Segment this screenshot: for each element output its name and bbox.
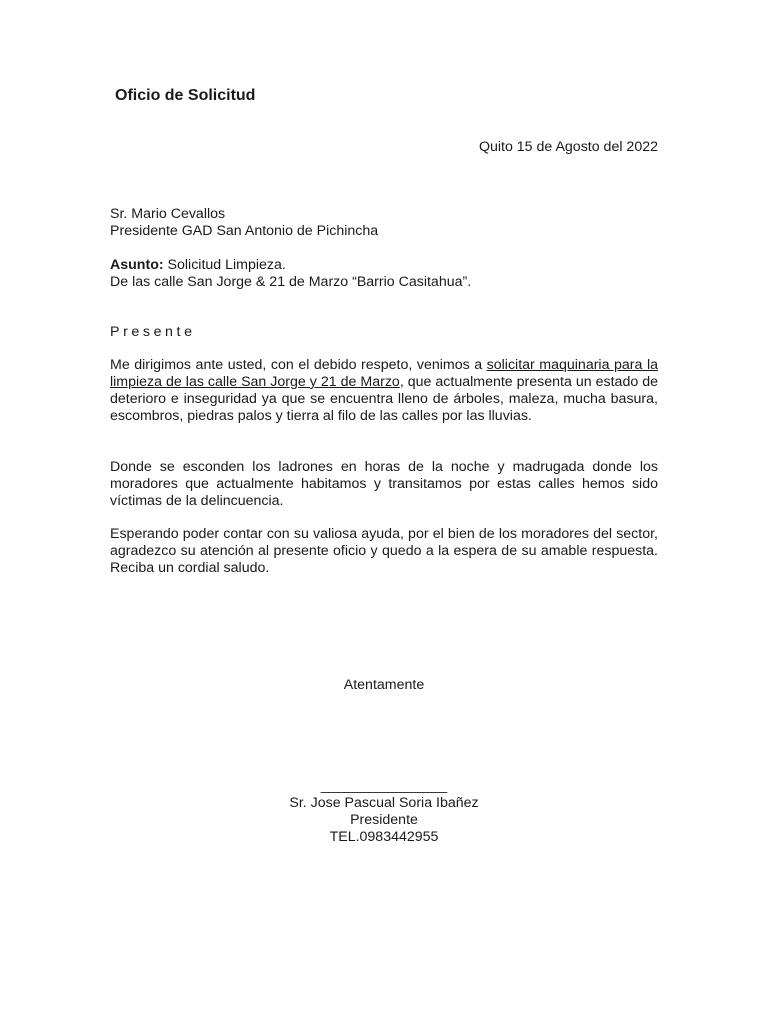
paragraph-security: Donde se esconden los ladrones en horas de la noche y madrugada donde los moradores que actualmente habitamos y transitamos por estas calles hemos sido víctimas de la delincuencia. <box>110 459 658 509</box>
paragraph-request <box>110 357 658 425</box>
closing-salutation: Atentamente <box>343 677 425 693</box>
subject-text: Solicitud Limpieza. <box>163 257 286 273</box>
signature-line: ________________ <box>320 778 448 794</box>
signature-block <box>0 778 768 846</box>
signer-phone: TEL.0983442955 <box>329 829 439 845</box>
paragraph-request-underlined: solicitar maquinaria para la limpieza de las calle San Jorge y 21 de Marzo <box>110 357 658 390</box>
recipient-name: Sr. Mario Cevallos <box>110 206 226 222</box>
greeting: Presente <box>110 324 196 340</box>
signer-title: Presidente <box>350 812 418 828</box>
recipient-block <box>110 206 378 240</box>
paragraph-closing: Esperando poder contar con su valiosa ayuda, por el bien de los moradores del sector, agradezco su atención al presente oficio y quedo a la espera de su amable respuesta. Reciba un cordial saludo. <box>110 526 658 576</box>
signer-name: Sr. Jose Pascual Soria Ibañez <box>289 795 479 811</box>
subject-detail: De las calle San Jorge & 21 de Marzo “Barrio Casitahua”. <box>110 274 472 290</box>
subject-block <box>110 257 471 291</box>
letter-date: Quito 15 de Agosto del 2022 <box>478 139 658 155</box>
subject-label: Asunto: <box>110 257 164 273</box>
paragraph-request-intro: Me dirigimos ante usted, con el debido respeto, venimos a <box>110 357 487 373</box>
paragraph-request-rest: , que actualmente presenta un estado de deterioro e inseguridad ya que se encuentra lleno de árboles, maleza, mucha basura, escombros, piedras palos y tierra al filo de las calles por las lluvias. <box>110 374 658 424</box>
subject-line <box>110 257 471 274</box>
recipient-position: Presidente GAD San Antonio de Pichincha <box>110 223 379 239</box>
document-title: Oficio de Solicitud <box>115 87 256 104</box>
